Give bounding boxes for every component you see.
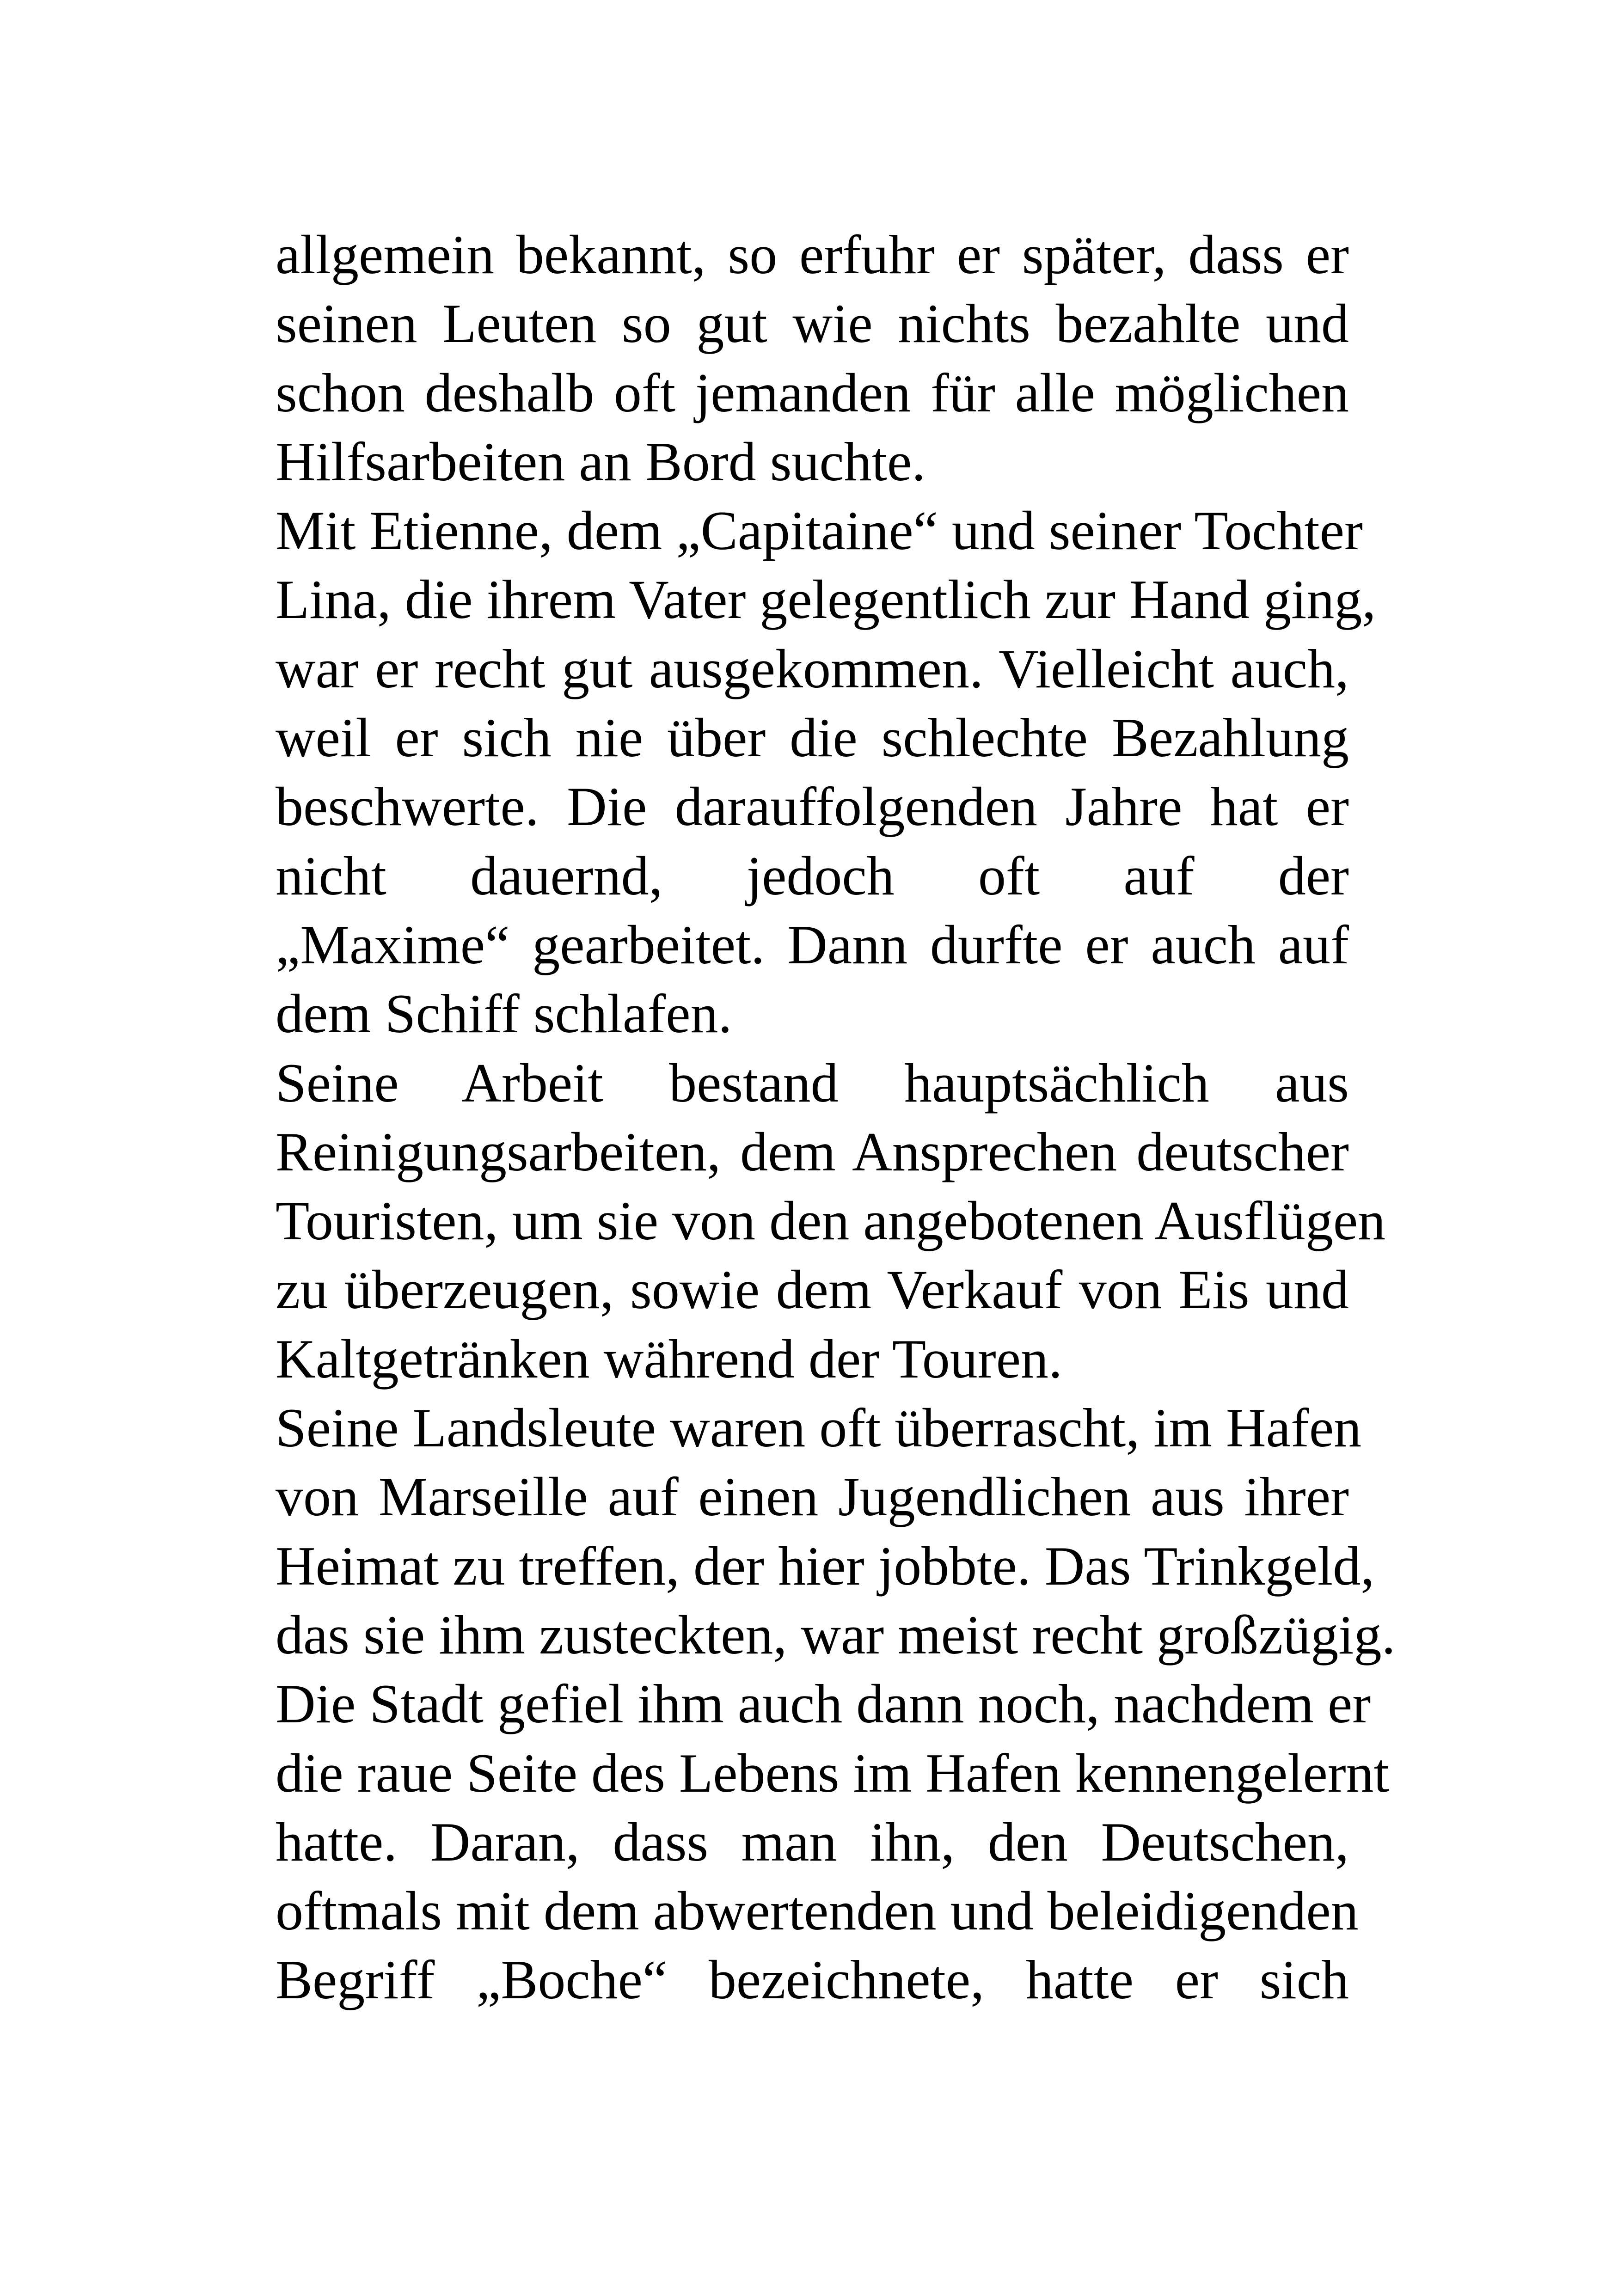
text-line: allgemein bekannt, so erfuhr er später, dass er [276,224,1349,285]
text-line: „Maxime“ gearbeitet. Dann durfte er auch auf [276,913,1349,975]
text-line: die raue Seite des Lebens im Hafen kennengelernt [276,1742,1390,1804]
text-line: Die Stadt gefiel ihm auch dann noch, nachdem er [276,1673,1371,1735]
text-line: Lina, die ihrem Vater gelegentlich zur Hand ging, [276,569,1376,631]
text-line: Mit Etienne, dem „Capitaine“ und seiner Tochter [276,500,1363,562]
text-line: schon deshalb oft jemanden für alle möglichen [276,361,1349,423]
text-line: war er recht gut ausgekommen. Vielleicht auch, [276,637,1349,699]
text-line: Hilfsarbeiten an Bord suchte. [276,430,926,492]
text-line: das sie ihm zusteckten, war meist recht großzügig. [276,1604,1396,1665]
text-line: beschwerte. Die darauffolgenden Jahre hat er [276,776,1349,838]
text-line: hatte. Daran, dass man ihn, den Deutschen, [276,1811,1349,1873]
text-line: Begriff „Boche“ bezeichnete, hatte er sich [276,1949,1349,2011]
text-line: oftmals mit dem abwertenden und beleidigenden [276,1880,1359,1942]
text-line: Touristen, um sie von den angebotenen Ausflügen [276,1190,1386,1252]
text-line: Seine Landsleute waren oft überrascht, im Hafen [276,1397,1362,1459]
text-line: Heimat zu treffen, der hier jobbte. Das Trinkgeld, [276,1535,1375,1597]
text-line: dem Schiff schlafen. [276,983,732,1045]
text-line: nicht dauernd, jedoch oft auf der [276,845,1349,906]
text-line: weil er sich nie über die schlechte Bezahlung [276,707,1349,769]
text-line: zu überzeugen, sowie dem Verkauf von Eis und [276,1259,1349,1321]
text-line: Kaltgetränken während der Touren. [276,1328,1063,1390]
text-line: von Marseille auf einen Jugendlichen aus ihrer [276,1466,1349,1528]
text-line: Reinigungsarbeiten, dem Ansprechen deutscher [276,1120,1349,1182]
body-text [276,220,1396,2014]
text-line: Seine Arbeit bestand hauptsächlich aus [276,1052,1349,1114]
text-line: seinen Leuten so gut wie nichts bezahlte und [276,293,1349,355]
